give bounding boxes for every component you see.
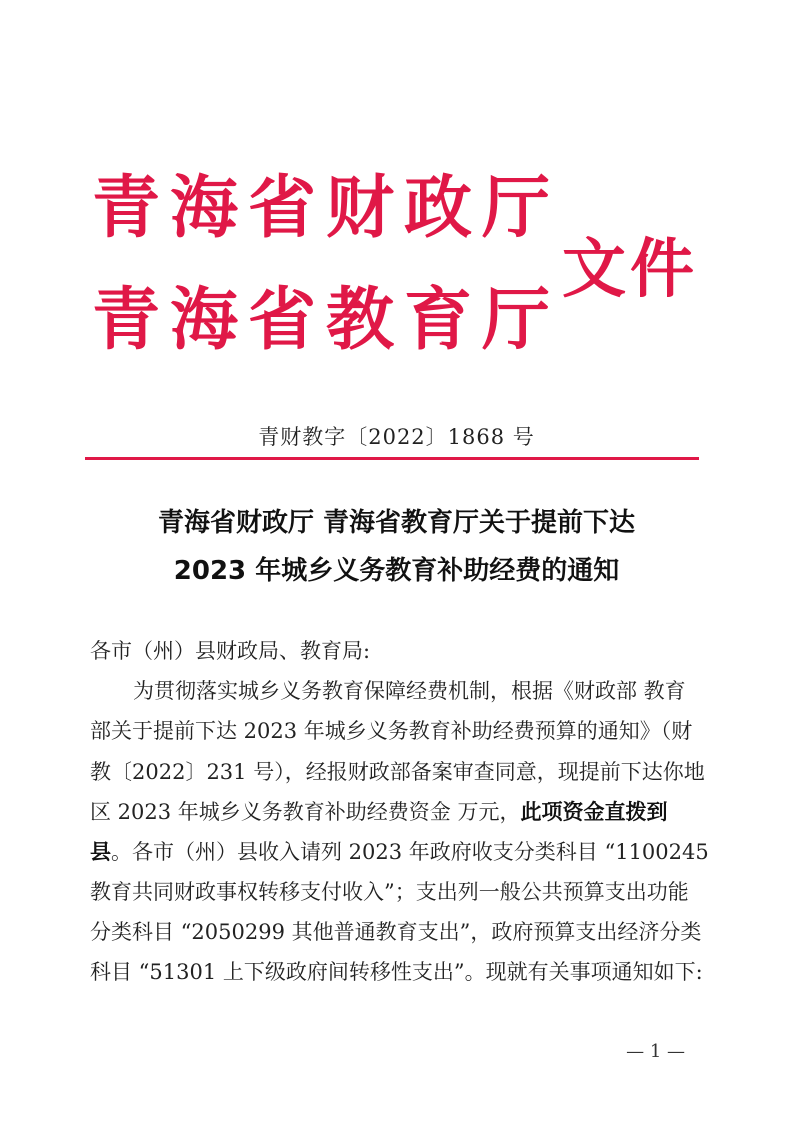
page-number: — 1 — bbox=[626, 1041, 685, 1062]
body-text-line: 分类科目 “2050299 其他普通教育支出”，政府预算支出经济分类 bbox=[90, 920, 702, 944]
body-text-line: 科目 “51301 上下级政府间转移性支出”。现就有关事项通知如下: bbox=[90, 960, 703, 984]
body-text-line: 为贯彻落实城乡义务教育保障经费机制，根据《财政部 教育 bbox=[133, 679, 686, 703]
body-text-segment: 。各市（州）县收入请列 2023 年政府收支分类科目 “1100245 bbox=[111, 840, 709, 864]
document-title-line-2: 2023 年城乡义务教育补助经费的通知 bbox=[173, 556, 620, 586]
document-number: 青财教字〔2022〕1868 号 bbox=[258, 425, 535, 449]
issuer-education-department: 青海省教育厅 bbox=[92, 280, 561, 360]
red-divider-line bbox=[85, 457, 699, 460]
body-bold-text: 此项资金直拨到 bbox=[520, 799, 668, 824]
document-title-line-1: 青海省财政厅 青海省教育厅关于提前下达 bbox=[157, 508, 636, 538]
body-text-line: 教〔2022〕231 号），经报财政部备案审查同意，现提前下达你地 bbox=[90, 760, 705, 784]
body-text-line: 教育共同财政事权转移支付收入”；支出列一般公共预算支出功能 bbox=[90, 880, 689, 904]
salutation: 各市（州）县财政局、教育局: bbox=[90, 639, 371, 663]
body-text-line: 部关于提前下达 2023 年城乡义务教育补助经费预算的通知》（财 bbox=[90, 719, 693, 743]
document-type-label: 文件 bbox=[562, 232, 698, 307]
body-text-line bbox=[90, 837, 709, 867]
body-text-line bbox=[90, 797, 667, 827]
body-bold-text: 县 bbox=[90, 839, 111, 864]
body-text-segment: 区 2023 年城乡义务教育补助经费资金 万元， bbox=[90, 800, 521, 824]
issuer-finance-department: 青海省财政厅 bbox=[92, 168, 561, 248]
